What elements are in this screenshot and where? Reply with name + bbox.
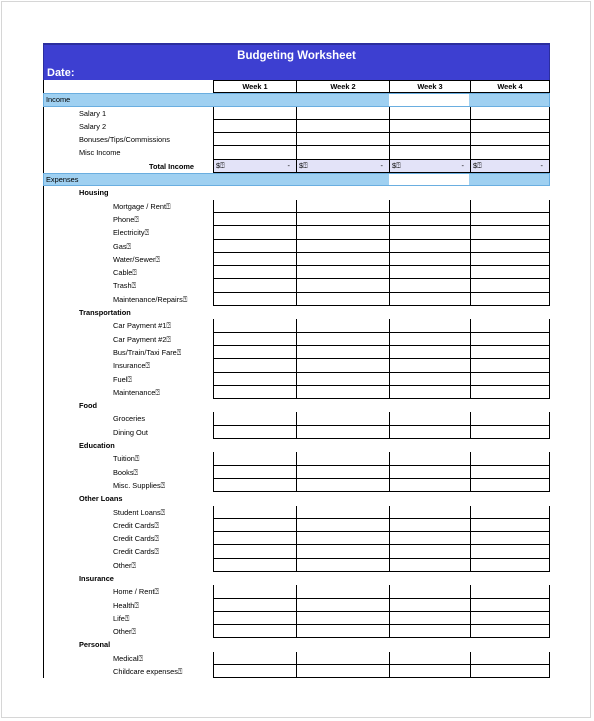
expense-item-row-label: Medical⍰	[113, 653, 143, 663]
week-1-input-cell[interactable]	[213, 506, 297, 519]
week-3-input-cell[interactable]	[390, 279, 471, 292]
week-2-input-cell[interactable]	[297, 386, 390, 399]
income-item-row-label: Salary 2	[79, 121, 107, 131]
expense-item-row	[43, 359, 550, 372]
week-1-input-cell[interactable]	[213, 532, 297, 545]
week-3-input-cell[interactable]	[390, 120, 471, 133]
expense-category-row-label: Transportation	[79, 308, 131, 318]
expense-item-row-label: Childcare expenses⍰	[113, 667, 183, 677]
week-1-input-cell[interactable]	[213, 200, 297, 213]
expense-item-row-label: Other⍰	[113, 627, 136, 637]
week-2-input-cell[interactable]	[297, 266, 390, 279]
expense-item-row	[43, 506, 550, 519]
week-4-input-cell[interactable]	[471, 226, 550, 239]
week-2-input-cell[interactable]	[297, 426, 390, 439]
week-4-input-cell[interactable]	[471, 359, 550, 372]
week-4-input-cell[interactable]	[471, 652, 550, 665]
income-item-row	[43, 133, 550, 146]
budget-worksheet	[43, 43, 550, 678]
week-4-input-cell[interactable]	[471, 519, 550, 532]
expense-item-row	[43, 373, 550, 386]
week-3-input-cell[interactable]	[390, 412, 471, 425]
week-2-input-cell[interactable]	[297, 293, 390, 306]
total-income-week-2[interactable]	[297, 160, 390, 173]
week-1-input-cell[interactable]	[213, 293, 297, 306]
empty-value-dash: -	[287, 160, 290, 170]
week-1-input-cell[interactable]	[213, 266, 297, 279]
week-2-input-cell[interactable]	[297, 333, 390, 346]
currency-symbol: $⍰	[299, 160, 308, 170]
expense-category-row-label: Personal	[79, 640, 111, 650]
expense-item-row	[43, 545, 550, 558]
week-1-input-cell[interactable]	[213, 386, 297, 399]
expense-item-row-label: Groceries	[113, 414, 146, 424]
expense-item-row	[43, 240, 550, 253]
expense-item-row-label: Home / Rent⍰	[113, 587, 159, 597]
week-3-input-cell[interactable]	[390, 133, 471, 146]
income-item-row	[43, 107, 550, 120]
week-4-input-cell[interactable]	[471, 466, 550, 479]
expense-item-row	[43, 346, 550, 359]
expense-category-row-label: Housing	[79, 188, 109, 198]
expense-category-row	[43, 492, 550, 505]
week-4-input-cell[interactable]	[471, 319, 550, 332]
expense-item-row	[43, 519, 550, 532]
week-2-input-cell[interactable]	[297, 452, 390, 465]
week-1-input-cell[interactable]	[213, 612, 297, 625]
expense-item-row-label: Life⍰	[113, 613, 130, 623]
week-2-input-cell[interactable]	[297, 346, 390, 359]
week-2-input-cell[interactable]	[297, 466, 390, 479]
expense-item-row	[43, 599, 550, 612]
income-item-row	[43, 120, 550, 133]
week-2-input-cell[interactable]	[297, 253, 390, 266]
week-3-input-cell[interactable]	[390, 545, 471, 558]
expense-item-row-label: Fuel⍰	[113, 374, 132, 384]
week-3-input-cell[interactable]	[390, 625, 471, 638]
week-2-input-cell[interactable]	[297, 133, 390, 146]
expense-item-row	[43, 293, 550, 306]
expense-item-row-label: Dining Out	[113, 427, 148, 437]
expense-item-row	[43, 412, 550, 425]
week-4-input-cell[interactable]	[471, 545, 550, 558]
income-item-row-label: Misc Income	[79, 148, 121, 158]
week-3-input-cell[interactable]	[390, 532, 471, 545]
week-1-input-cell[interactable]	[213, 426, 297, 439]
week-1-input-cell[interactable]	[213, 452, 297, 465]
week-3-input-cell[interactable]	[390, 373, 471, 386]
week-3-input-cell[interactable]	[390, 359, 471, 372]
expense-item-row-label: Misc. Supplies⍰	[113, 480, 166, 490]
expense-item-row-label: Phone⍰	[113, 214, 139, 224]
week-2-input-cell[interactable]	[297, 200, 390, 213]
week-3-input-cell[interactable]	[390, 479, 471, 492]
expense-category-row	[43, 572, 550, 585]
expense-category-row	[43, 399, 550, 412]
expense-item-row	[43, 612, 550, 625]
week-4-input-cell[interactable]	[471, 107, 550, 120]
expense-item-row	[43, 333, 550, 346]
week-2-input-cell[interactable]	[297, 559, 390, 572]
expense-item-row-label: Maintenance⍰	[113, 387, 160, 397]
week-1-input-cell[interactable]	[213, 466, 297, 479]
week-4-input-cell[interactable]	[471, 253, 550, 266]
expense-item-row	[43, 585, 550, 598]
week-3-input-cell[interactable]	[390, 333, 471, 346]
week-2-input-cell[interactable]	[297, 599, 390, 612]
expense-category-row	[43, 439, 550, 452]
week-3-input-cell[interactable]	[390, 346, 471, 359]
week-4-input-cell[interactable]	[471, 412, 550, 425]
week-3-input-cell[interactable]	[390, 599, 471, 612]
total-income-week-4[interactable]	[471, 160, 550, 173]
week-1-input-cell[interactable]	[213, 599, 297, 612]
expense-item-row-label: Tuition⍰	[113, 454, 140, 464]
week-3-input-cell[interactable]	[390, 200, 471, 213]
income-item-row-label: Bonuses/Tips/Commissions	[79, 135, 170, 145]
expense-item-row-label: Credit Cards⍰	[113, 534, 159, 544]
week-2-input-cell[interactable]	[297, 373, 390, 386]
week-1-header: Week 1	[213, 80, 297, 93]
expense-item-row-label: Student Loans⍰	[113, 507, 166, 517]
week-4-input-cell[interactable]	[471, 200, 550, 213]
week-4-input-cell[interactable]	[471, 240, 550, 253]
week-3-header: Week 3	[390, 80, 471, 93]
week-4-input-cell[interactable]	[471, 506, 550, 519]
expense-item-row-label: Gas⍰	[113, 241, 131, 251]
empty-value-dash: -	[461, 160, 464, 170]
week-1-input-cell[interactable]	[213, 319, 297, 332]
week-header-row	[43, 80, 550, 93]
week-1-input-cell[interactable]	[213, 545, 297, 558]
week-1-input-cell[interactable]	[213, 107, 297, 120]
expense-item-row-label: Water/Sewer⍰	[113, 254, 160, 264]
week-1-input-cell[interactable]	[213, 412, 297, 425]
week-4-input-cell[interactable]	[471, 133, 550, 146]
expense-item-row-label: Car Payment #2⍰	[113, 334, 171, 344]
week-4-input-cell[interactable]	[471, 333, 550, 346]
week-2-input-cell[interactable]	[297, 146, 390, 159]
expense-item-row-label: Insurance⍰	[113, 361, 150, 371]
expense-item-row-label: Books⍰	[113, 467, 138, 477]
expense-item-row	[43, 386, 550, 399]
expense-item-row	[43, 625, 550, 638]
week-3-input-cell[interactable]	[390, 293, 471, 306]
week-4-input-cell[interactable]	[471, 120, 550, 133]
worksheet-header	[43, 43, 550, 80]
week-2-input-cell[interactable]	[297, 479, 390, 492]
week-3-input-cell[interactable]	[390, 559, 471, 572]
week-4-input-cell[interactable]	[471, 213, 550, 226]
expense-item-row-label: Credit Cards⍰	[113, 520, 159, 530]
week-2-input-cell[interactable]	[297, 506, 390, 519]
expense-item-row-label: Credit Cards⍰	[113, 547, 159, 557]
week-1-input-cell[interactable]	[213, 226, 297, 239]
week-4-input-cell[interactable]	[471, 373, 550, 386]
week-3-input-cell[interactable]	[390, 452, 471, 465]
expense-item-row-label: Health⍰	[113, 600, 139, 610]
week-4-input-cell[interactable]	[471, 426, 550, 439]
week-3-input-cell[interactable]	[390, 107, 471, 120]
week-2-input-cell[interactable]	[297, 519, 390, 532]
currency-symbol: $⍰	[473, 160, 482, 170]
empty-value-dash: -	[380, 160, 383, 170]
week-1-input-cell[interactable]	[213, 240, 297, 253]
week-4-input-cell[interactable]	[471, 665, 550, 678]
week-1-input-cell[interactable]	[213, 333, 297, 346]
week-3-input-cell[interactable]	[390, 612, 471, 625]
week-2-input-cell[interactable]	[297, 240, 390, 253]
week-1-input-cell[interactable]	[213, 665, 297, 678]
week-4-input-cell[interactable]	[471, 293, 550, 306]
income-section-label: Income	[46, 95, 71, 105]
week-3-input-cell[interactable]	[390, 506, 471, 519]
week-3-input-cell[interactable]	[390, 213, 471, 226]
expense-item-row	[43, 559, 550, 572]
week-3-input-cell[interactable]	[390, 240, 471, 253]
week-3-input-cell[interactable]	[390, 426, 471, 439]
week-4-input-cell[interactable]	[471, 625, 550, 638]
week-2-input-cell[interactable]	[297, 213, 390, 226]
week-4-input-cell[interactable]	[471, 452, 550, 465]
expense-item-row-label: Car Payment #1⍰	[113, 321, 171, 331]
date-label: Date:	[47, 67, 75, 79]
expense-item-row	[43, 253, 550, 266]
expense-item-row	[43, 266, 550, 279]
expense-item-row	[43, 466, 550, 479]
expense-item-row	[43, 319, 550, 332]
week-3-input-cell[interactable]	[390, 253, 471, 266]
week-1-input-cell[interactable]	[213, 279, 297, 292]
week-3-input-cell[interactable]	[390, 519, 471, 532]
week-3-input-cell[interactable]	[390, 319, 471, 332]
week-1-input-cell[interactable]	[213, 559, 297, 572]
week-3-input-cell[interactable]	[390, 585, 471, 598]
week-1-input-cell[interactable]	[213, 585, 297, 598]
expense-item-row	[43, 200, 550, 213]
expense-item-row	[43, 479, 550, 492]
week-4-input-cell[interactable]	[471, 559, 550, 572]
week-4-header: Week 4	[471, 80, 550, 93]
week-3-input-cell[interactable]	[390, 466, 471, 479]
expense-item-row	[43, 452, 550, 465]
income-item-row-label: Salary 1	[79, 108, 107, 118]
week-1-input-cell[interactable]	[213, 146, 297, 159]
expense-item-row-label: Bus/Train/Taxi Fare⍰	[113, 347, 182, 357]
currency-symbol: $⍰	[392, 160, 401, 170]
week-2-input-cell[interactable]	[297, 612, 390, 625]
week-3-input-cell[interactable]	[390, 266, 471, 279]
week-2-input-cell[interactable]	[297, 107, 390, 120]
currency-symbol: $⍰	[216, 160, 225, 170]
expense-category-row-label: Other Loans	[79, 494, 123, 504]
week-4-input-cell[interactable]	[471, 612, 550, 625]
week-2-input-cell[interactable]	[297, 226, 390, 239]
week-4-input-cell[interactable]	[471, 386, 550, 399]
week-2-input-cell[interactable]	[297, 412, 390, 425]
week-4-input-cell[interactable]	[471, 146, 550, 159]
expense-item-row	[43, 213, 550, 226]
expense-item-row-label: Trash⍰	[113, 281, 137, 291]
week-4-input-cell[interactable]	[471, 346, 550, 359]
week-3-input-cell[interactable]	[390, 226, 471, 239]
expense-item-row	[43, 665, 550, 678]
week-1-input-cell[interactable]	[213, 346, 297, 359]
expense-item-row-label: Other⍰	[113, 560, 136, 570]
expense-category-row	[43, 306, 550, 319]
expense-category-row-label: Insurance	[79, 573, 114, 583]
worksheet-title: Budgeting Worksheet	[237, 50, 356, 62]
total-income-label: Total Income	[149, 161, 195, 171]
expense-item-row	[43, 532, 550, 545]
total-income-week-1[interactable]	[213, 160, 297, 173]
week-2-input-cell[interactable]	[297, 532, 390, 545]
expense-category-row	[43, 186, 550, 199]
week-2-input-cell[interactable]	[297, 279, 390, 292]
week-2-input-cell[interactable]	[297, 359, 390, 372]
week-4-input-cell[interactable]	[471, 585, 550, 598]
expense-item-row-label: Mortgage / Rent⍰	[113, 201, 171, 211]
expenses-section-label: Expenses	[46, 175, 79, 185]
week-2-header: Week 2	[297, 80, 390, 93]
week-3-input-cell[interactable]	[390, 386, 471, 399]
expense-item-row	[43, 426, 550, 439]
expense-category-row-label: Education	[79, 441, 115, 451]
week-2-input-cell[interactable]	[297, 665, 390, 678]
week-1-input-cell[interactable]	[213, 373, 297, 386]
expense-category-row	[43, 638, 550, 651]
week-1-input-cell[interactable]	[213, 120, 297, 133]
expense-category-row-label: Food	[79, 401, 98, 411]
week-4-input-cell[interactable]	[471, 479, 550, 492]
week-3-input-cell[interactable]	[390, 652, 471, 665]
week-4-input-cell[interactable]	[471, 599, 550, 612]
expenses-section-header	[43, 173, 550, 186]
expense-item-row	[43, 279, 550, 292]
week-1-input-cell[interactable]	[213, 479, 297, 492]
week-1-input-cell[interactable]	[213, 625, 297, 638]
expense-item-row	[43, 652, 550, 665]
week-1-input-cell[interactable]	[213, 133, 297, 146]
week-3-input-cell[interactable]	[390, 665, 471, 678]
week-3-input-cell[interactable]	[390, 146, 471, 159]
week-2-input-cell[interactable]	[297, 319, 390, 332]
week-1-input-cell[interactable]	[213, 519, 297, 532]
expense-item-row-label: Cable⍰	[113, 268, 137, 278]
income-item-row	[43, 146, 550, 159]
week-1-input-cell[interactable]	[213, 253, 297, 266]
empty-value-dash: -	[540, 160, 543, 170]
total-income-week-3[interactable]	[390, 160, 471, 173]
week-2-input-cell[interactable]	[297, 120, 390, 133]
total-income-row	[43, 160, 550, 173]
week-1-input-cell[interactable]	[213, 359, 297, 372]
week-2-input-cell[interactable]	[297, 585, 390, 598]
expense-item-row	[43, 226, 550, 239]
week-1-input-cell[interactable]	[213, 652, 297, 665]
expense-item-row-label: Electricity⍰	[113, 228, 150, 238]
week-2-input-cell[interactable]	[297, 545, 390, 558]
week-2-input-cell[interactable]	[297, 625, 390, 638]
week-4-input-cell[interactable]	[471, 279, 550, 292]
week-1-input-cell[interactable]	[213, 213, 297, 226]
week-4-input-cell[interactable]	[471, 532, 550, 545]
week-4-input-cell[interactable]	[471, 266, 550, 279]
income-section-header	[43, 93, 550, 106]
week-2-input-cell[interactable]	[297, 652, 390, 665]
expense-item-row-label: Maintenance/Repairs⍰	[113, 294, 188, 304]
